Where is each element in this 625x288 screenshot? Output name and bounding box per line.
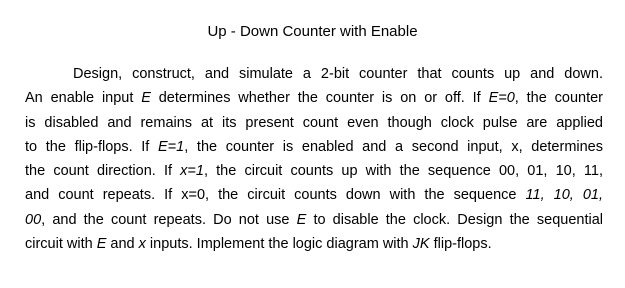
text-segment: , the counter (514, 90, 604, 107)
italic-text: E=1 (158, 138, 185, 155)
italic-text: E (96, 236, 107, 253)
text-segment: , the counter is enabled and a second input, x, determines (184, 138, 603, 155)
italic-text: x (138, 236, 146, 253)
paragraph-line (25, 159, 603, 183)
italic-text: E (141, 90, 151, 107)
italic-text: 00 (25, 211, 42, 228)
text-segment: determines whether the counter is on or off. If (150, 90, 489, 107)
text-segment: is disabled and remains at its present count even though clock pulse are applied (25, 114, 603, 131)
text-segment: circuit with (25, 236, 97, 253)
text-segment: , and the count repeats. Do not use (41, 211, 297, 228)
text-segment: to disable the clock. Design the sequential (306, 211, 603, 228)
document-title: Up - Down Counter with Enable (207, 23, 418, 40)
italic-text: 11, 10, 01, (525, 187, 603, 204)
text-segment: inputs. Implement the logic diagram with (145, 236, 413, 253)
italic-text: E=0 (488, 90, 515, 107)
text-segment: , the circuit counts up with the sequence 00, 01, 10, 11, (203, 163, 604, 180)
italic-text: E (296, 211, 307, 228)
paragraph-line (25, 86, 603, 110)
paragraph-line (25, 111, 603, 135)
text-segment: flip-flops. (429, 236, 492, 253)
text-segment: Design, construct, and simulate a 2-bit counter that counts up and down. (73, 66, 603, 82)
paragraph-line (25, 208, 603, 232)
paragraph-line (25, 183, 603, 207)
problem-paragraph (25, 62, 603, 256)
paragraph-line (25, 62, 603, 86)
text-segment: and (106, 236, 139, 253)
italic-text: x=1 (180, 163, 204, 180)
text-segment: to the flip-flops. If (25, 138, 158, 155)
paragraph-line (25, 232, 603, 256)
paragraph-line (25, 135, 603, 159)
text-segment: An enable input (25, 90, 142, 107)
italic-text: JK (412, 236, 430, 253)
text-segment: the count direction. If (25, 163, 181, 180)
text-segment: and count repeats. If x=0, the circuit counts down with the sequence (25, 187, 526, 204)
